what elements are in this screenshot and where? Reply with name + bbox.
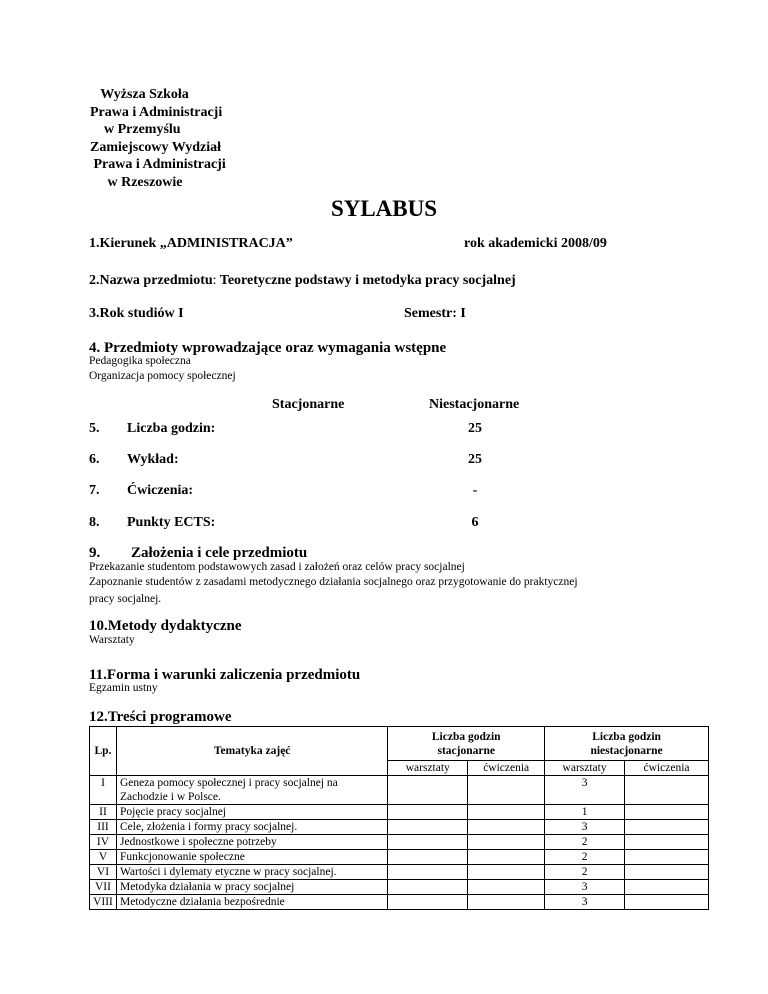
methods-value: Warsztaty	[89, 634, 135, 646]
hours-value: 25	[468, 452, 482, 467]
goals-line: Zapoznanie studentów z zasadami metodycznego działania socjalnego oraz przygotowanie do praktycznej	[89, 576, 578, 588]
program-heading: 12.Treści programowe	[89, 709, 232, 725]
kierunek-label: 1.Kierunek „ADMINISTRACJA”	[89, 236, 293, 251]
row-niestac-warsztaty: 1	[545, 805, 625, 820]
table-header-row	[90, 727, 709, 761]
document-title: SYLABUS	[330, 196, 438, 221]
row-topic: Metodyczne działania bezpośrednie	[116, 895, 387, 910]
row-lp: V	[90, 850, 117, 865]
assessment-heading: 11.Forma i warunki zaliczenia przedmiotu	[89, 667, 361, 683]
program-table	[89, 726, 709, 910]
subject-name-line	[89, 273, 516, 289]
row-niestac-cwiczenia	[625, 776, 709, 805]
prerequisite-item: Pedagogika społeczna	[89, 355, 191, 367]
hours-num: 7.	[89, 483, 100, 498]
hours-num: 5.	[89, 421, 100, 436]
year-of-study: 3.Rok studiów I	[89, 306, 184, 321]
hours-label: Liczba godzin:	[127, 421, 216, 436]
sub-warsztaty: warsztaty	[388, 761, 468, 776]
hours-value: 6	[471, 515, 479, 530]
row-topic: Metodyka działania w pracy socjalnej	[116, 880, 387, 895]
methods-heading: 10.Metody dydaktyczne	[89, 618, 242, 634]
row-niestac-cwiczenia	[625, 820, 709, 835]
row-lp: IV	[90, 835, 117, 850]
row-stac-warsztaty	[388, 835, 468, 850]
column-stacjonarne: Stacjonarne	[272, 397, 345, 412]
row-niestac-cwiczenia	[625, 865, 709, 880]
row-stac-warsztaty	[388, 820, 468, 835]
table-row	[90, 820, 709, 835]
subject-name-label: 2.Nazwa przedmiotu	[89, 273, 213, 288]
row-niestac-cwiczenia	[625, 850, 709, 865]
assessment-value: Egzamin ustny	[89, 682, 158, 694]
row-topic: Pojęcie pracy socjalnej	[116, 805, 387, 820]
row-niestac-cwiczenia	[625, 805, 709, 820]
column-lp: Lp.	[90, 727, 117, 776]
row-niestac-warsztaty: 2	[545, 865, 625, 880]
hours-value: 25	[468, 421, 482, 436]
row-lp: VI	[90, 865, 117, 880]
row-topic: Wartości i dylematy etyczne w pracy socjalnej.	[116, 865, 387, 880]
table-row	[90, 850, 709, 865]
row-niestac-cwiczenia	[625, 835, 709, 850]
hours-label: Wykład:	[127, 452, 179, 467]
row-topic: Cele, złożenia i formy pracy socjalnej.	[116, 820, 387, 835]
goals-line: Przekazanie studentom podstawowych zasad i założeń oraz celów pracy socjalnej	[89, 561, 465, 573]
row-lp: II	[90, 805, 117, 820]
row-stac-warsztaty	[388, 850, 468, 865]
column-stacjonarne: Liczba godzin stacjonarne	[388, 727, 545, 761]
row-stac-cwiczenia	[468, 805, 545, 820]
row-stac-cwiczenia	[468, 835, 545, 850]
hours-num: 8.	[89, 515, 100, 530]
row-stac-warsztaty	[388, 865, 468, 880]
prerequisites-heading: 4. Przedmioty wprowadzające oraz wymagania wstępne	[89, 340, 447, 356]
row-stac-cwiczenia	[468, 820, 545, 835]
row-lp: I	[90, 776, 117, 805]
row-niestac-cwiczenia	[625, 895, 709, 910]
row-stac-cwiczenia	[468, 850, 545, 865]
row-lp: VIII	[90, 895, 117, 910]
row-lp: III	[90, 820, 117, 835]
row-niestac-warsztaty: 2	[545, 850, 625, 865]
goals-heading: Założenia i cele przedmiotu	[131, 545, 308, 561]
goals-line: pracy socjalnej.	[89, 593, 162, 605]
row-stac-cwiczenia	[468, 865, 545, 880]
row-stac-warsztaty	[388, 805, 468, 820]
row-niestac-warsztaty: 3	[545, 895, 625, 910]
row-niestac-warsztaty: 2	[545, 835, 625, 850]
table-row	[90, 805, 709, 820]
row-niestac-warsztaty: 3	[545, 880, 625, 895]
row-niestac-cwiczenia	[625, 880, 709, 895]
hours-label: Punkty ECTS:	[127, 515, 216, 530]
table-row	[90, 895, 709, 910]
institution-header: Wyższa Szkoła Prawa i Administracji w Przemyślu Zamiejscowy Wydział Prawa i Administracji w Rzeszowie	[90, 87, 226, 190]
column-niestacjonarne: Liczba godzin niestacjonarne	[545, 727, 709, 761]
row-stac-cwiczenia	[468, 895, 545, 910]
row-stac-warsztaty	[388, 776, 468, 805]
table-row	[90, 880, 709, 895]
row-stac-warsztaty	[388, 895, 468, 910]
row-stac-warsztaty	[388, 880, 468, 895]
table-row	[90, 835, 709, 850]
hours-value: -	[472, 483, 478, 498]
prerequisite-item: Organizacja pomocy społecznej	[89, 370, 236, 382]
semester: Semestr: I	[404, 306, 466, 321]
table-row	[90, 865, 709, 880]
column-tematyka: Tematyka zajęć	[116, 727, 387, 776]
row-niestac-warsztaty: 3	[545, 776, 625, 805]
row-lp: VII	[90, 880, 117, 895]
hours-num: 6.	[89, 452, 100, 467]
sub-cwiczenia: ćwiczenia	[468, 761, 545, 776]
column-niestacjonarne: Niestacjonarne	[429, 397, 520, 412]
table-row	[90, 776, 709, 805]
academic-year: rok akademicki 2008/09	[464, 236, 607, 251]
row-topic: Jednostkowe i społeczne potrzeby	[116, 835, 387, 850]
subject-name-value: Teoretyczne podstawy i metodyka pracy socjalnej	[216, 273, 516, 288]
row-niestac-warsztaty: 3	[545, 820, 625, 835]
sub-cwiczenia: ćwiczenia	[625, 761, 709, 776]
goals-num: 9.	[89, 545, 101, 561]
row-stac-cwiczenia	[468, 776, 545, 805]
row-topic: Funkcjonowanie społeczne	[116, 850, 387, 865]
row-stac-cwiczenia	[468, 880, 545, 895]
subject-name-colon: :	[212, 273, 217, 288]
sub-warsztaty: warsztaty	[545, 761, 625, 776]
hours-label: Ćwiczenia:	[127, 483, 194, 498]
row-topic: Geneza pomocy społecznej i pracy socjalnej na Zachodzie i w Polsce.	[116, 776, 387, 805]
